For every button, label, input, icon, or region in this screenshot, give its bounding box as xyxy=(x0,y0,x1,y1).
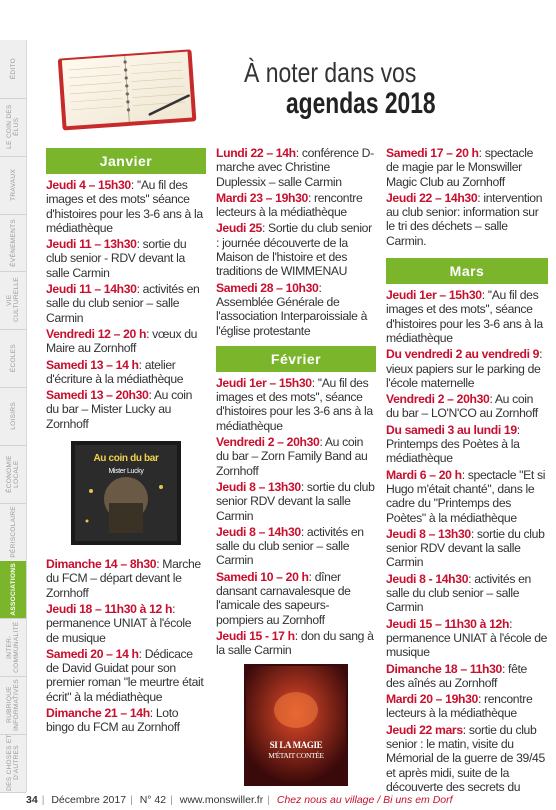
sidebar-tab-label: VIE CULTURELLE xyxy=(6,277,20,323)
event-text: : permanence UNIAT à l'école de musique xyxy=(386,616,548,660)
event-date: Dimanche 21 – 14h xyxy=(46,706,150,721)
event-list xyxy=(386,288,548,794)
event-text: : Marche du FCM – départ devant le Zornhoff xyxy=(46,557,201,600)
event-item xyxy=(46,388,206,431)
event-item xyxy=(216,629,376,658)
section-sidebar xyxy=(0,40,27,792)
sidebar-tab-label: ÉDITO xyxy=(9,58,17,80)
event-item xyxy=(216,480,376,523)
sidebar-tab[interactable] xyxy=(0,98,26,157)
event-text: : atelier d'écriture à la médiathèque xyxy=(46,357,184,386)
event-poster-magie xyxy=(244,664,348,786)
event-text: : conférence D-marche avec Christine Duplessix – salle Carmin xyxy=(216,146,374,189)
event-list xyxy=(386,146,548,248)
event-item xyxy=(216,281,376,338)
sidebar-tab-label: RUBRIQUE INFORMATIVES xyxy=(6,679,20,732)
sidebar-tab-label: ÉVÉNEMENTS xyxy=(9,218,17,267)
event-text: : Au coin du bar – Zorn Family Band au Zornhoff xyxy=(216,435,368,478)
event-text: : ''Au fil des images et des mots'' séance d'histoires pour les 3-6 ans à la médiathèque xyxy=(46,178,203,235)
event-text: : intervention au club senior: information sur le tri des déchets – salle Carmin. xyxy=(386,190,543,248)
event-item xyxy=(386,423,548,466)
event-text: : activités en salle du club senior – salle Carmin xyxy=(386,571,531,615)
poster-title: SI LA MAGIE xyxy=(269,739,323,750)
sidebar-tab-label: ÉCONOMIE LOCALE xyxy=(6,454,20,493)
sidebar-tab-label: LOISIRS xyxy=(9,402,17,430)
event-text: : sortie du club senior : le matin, visite du Mémorial de la guerre de 39/45 et après midi, suite de la découverte des secrets du xyxy=(386,722,545,794)
sidebar-tab-label: TRAVAUX xyxy=(9,168,17,201)
event-text: : Assemblée Générale de l'association Interparoissiale à l'église protestante xyxy=(216,280,368,338)
event-text: : rencontre lecteurs à la médiathèque xyxy=(216,190,363,220)
column-1 xyxy=(46,148,206,737)
event-item xyxy=(46,647,206,704)
month-header-janvier: Janvier xyxy=(46,148,206,174)
event-date: Vendredi 12 – 20 h xyxy=(46,326,147,341)
page-title-line2: agendas 2018 xyxy=(286,87,436,120)
event-text: : activités en salle du club senior – salle Carmin xyxy=(216,524,364,568)
event-item xyxy=(386,146,548,189)
event-item xyxy=(386,347,548,390)
event-item xyxy=(216,570,376,627)
event-date: Jeudi 11 – 13h30 xyxy=(46,237,137,252)
event-date: Jeudi 15 – 11h30 à 12h xyxy=(386,616,510,631)
event-item xyxy=(386,468,548,525)
sidebar-tab[interactable] xyxy=(0,329,26,388)
event-item xyxy=(46,282,206,325)
event-text: : Dédicace de David Guidat pour son premier roman "le meurtre était écrit" à la médiathèque xyxy=(46,646,204,704)
event-date: Samedi 13 – 14 h xyxy=(46,357,139,372)
event-date: Jeudi 1er – 15h30 xyxy=(216,375,312,390)
sidebar-tab-label: INTER-COMMUNALITÉ xyxy=(6,621,20,674)
sidebar-tab[interactable] xyxy=(0,561,26,620)
event-item xyxy=(386,572,548,615)
issue-number: N° 42 xyxy=(139,794,167,806)
event-item xyxy=(216,221,376,278)
event-text: : sortie du club senior RDV devant la salle Carmin xyxy=(216,479,375,523)
column-3 xyxy=(386,146,548,796)
event-date: Vendredi 2 – 20h30 xyxy=(216,435,320,450)
event-text: : Au coin du bar – LO'N'CO au Zornhoff xyxy=(386,392,538,421)
event-date: Jeudi 8 – 13h30 xyxy=(216,479,301,494)
event-item xyxy=(386,392,548,421)
event-item xyxy=(386,288,548,345)
event-date: Jeudi 8 – 14h30 xyxy=(216,524,301,539)
event-text: : spectacle de magie par le Monswiller Magic Club au Zornhoff xyxy=(386,146,534,189)
event-list xyxy=(46,178,206,431)
event-item xyxy=(216,525,376,568)
event-date: Jeudi 25 xyxy=(216,221,262,236)
sidebar-tab[interactable] xyxy=(0,271,26,330)
event-text: : fête des aînés au Zornhoff xyxy=(386,661,527,690)
poster-title: Au coin du bar xyxy=(93,453,159,465)
footer-slogan: Chez nous au village / Bi uns em Dorf xyxy=(276,794,453,806)
sidebar-tab[interactable] xyxy=(0,214,26,273)
event-date: Mardi 20 – 19h30 xyxy=(386,692,478,707)
event-text: : permanence UNIAT à l'école de musique xyxy=(46,601,192,645)
issue-date: Décembre 2017 xyxy=(51,794,127,806)
event-text: : don du sang à la salle Carmin xyxy=(216,628,374,658)
event-item xyxy=(46,327,206,356)
event-date: Vendredi 2 – 20h30 xyxy=(386,392,490,407)
month-header-fevrier: Février xyxy=(216,346,376,372)
event-text: : vœux du Maire au Zornhoff xyxy=(46,326,198,356)
event-item xyxy=(386,527,548,570)
event-item xyxy=(216,146,376,189)
event-date: Du samedi 3 au lundi 19 xyxy=(386,422,517,437)
sidebar-tab-label: ÉCOLES xyxy=(9,344,17,373)
sidebar-tab[interactable] xyxy=(0,387,26,446)
sidebar-tab[interactable] xyxy=(0,445,26,504)
page-top-margin xyxy=(0,0,556,40)
sidebar-tab[interactable] xyxy=(0,156,26,215)
sidebar-tab[interactable] xyxy=(0,40,26,99)
event-item xyxy=(216,435,376,478)
event-date: Jeudi 22 mars xyxy=(386,722,463,737)
event-item xyxy=(216,376,376,433)
sidebar-tab-label: LE COIN DES ÉLUS xyxy=(6,104,20,150)
event-text: : Au coin du bar – Mister Lucky au Zornhoff xyxy=(46,388,193,431)
event-text: : activités en salle du club senior – salle Carmin xyxy=(46,282,200,325)
sidebar-tab[interactable] xyxy=(0,503,26,562)
sidebar-tab-label: PÉRISCOLAIRE xyxy=(9,505,17,558)
event-date: Samedi 10 – 20 h xyxy=(216,569,309,584)
event-text: : ''Au fil des images et des mots'', séance d'histoires pour les 3-6 ans à la médiathèque xyxy=(216,375,373,433)
event-text: : dîner dansant carnavalesque de l'amicale des sapeurs-pompiers au Zornhoff xyxy=(216,569,351,627)
event-item xyxy=(386,191,548,248)
event-item xyxy=(386,723,548,794)
event-item xyxy=(386,692,548,721)
event-list xyxy=(216,146,376,338)
event-list xyxy=(46,557,206,735)
event-text: : spectacle "Et si Hugo m'était chanté", dans le cadre du "Printemps des Poètes" à la médiathèque xyxy=(386,467,546,525)
event-date: Mardi 23 – 19h30 xyxy=(216,190,308,205)
event-date: Dimanche 14 – 8h30 xyxy=(46,557,157,572)
event-item xyxy=(46,602,206,645)
event-date: Dimanche 18 – 11h30 xyxy=(386,661,502,676)
event-text: : ''Au fil des images et des mots'', séance d'histoires pour les 3-6 ans à la médiathèque xyxy=(386,288,543,345)
event-item xyxy=(46,358,206,387)
poster-subtitle: M'ÉTAIT CONTÉE xyxy=(268,750,324,760)
event-date: Jeudi 15 - 17 h xyxy=(216,628,295,643)
event-date: Jeudi 8 – 13h30 xyxy=(386,526,471,541)
sidebar-tab[interactable] xyxy=(0,734,26,793)
event-date: Du vendredi 2 au vendredi 9 xyxy=(386,347,540,362)
sidebar-tab[interactable] xyxy=(0,618,26,677)
poster-subtitle: Mister Lucky xyxy=(108,468,144,476)
event-item xyxy=(46,706,206,735)
event-text: : vieux papiers sur le parking de l'école maternelle xyxy=(386,347,543,390)
page-number: 34 xyxy=(26,794,38,806)
event-list xyxy=(216,376,376,658)
column-2 xyxy=(216,146,376,786)
event-date: Jeudi 4 – 15h30 xyxy=(46,178,131,192)
event-date: Lundi 22 – 14h xyxy=(216,146,296,160)
event-date: Jeudi 8 - 14h30 xyxy=(386,571,469,586)
event-item xyxy=(216,191,376,220)
event-date: Samedi 13 – 20h30 xyxy=(46,388,149,403)
event-date: Jeudi 11 – 14h30 xyxy=(46,282,137,297)
event-text: : rencontre lecteurs à la médiathèque xyxy=(386,692,533,721)
event-date: Jeudi 18 – 11h30 à 12 h xyxy=(46,601,173,616)
event-item xyxy=(386,662,548,691)
event-text: : Sortie du club senior : journée découverte de la Maison de l'histoire et des traditions de WIMMENAU xyxy=(216,221,372,279)
event-poster-au-coin-du-bar xyxy=(71,441,181,545)
event-item xyxy=(46,178,206,235)
event-item xyxy=(46,557,206,600)
event-date: Jeudi 22 – 14h30 xyxy=(386,190,478,205)
event-item xyxy=(46,237,206,280)
sidebar-tab-label: ASSOCIATIONS xyxy=(9,563,17,616)
event-date: Samedi 17 – 20 h xyxy=(386,146,479,160)
event-text: : Printemps des Poètes à la médiathèque xyxy=(386,422,520,466)
sidebar-tab-label: DES CHOSES ET D'AUTRES xyxy=(6,734,20,792)
website-link[interactable]: www.monswiller.fr xyxy=(179,794,264,806)
page-footer: 34 | Décembre 2017 | N° 42 | www.monswiller.fr | Chez nous au village / Bi uns em Dorf xyxy=(26,794,453,806)
event-date: Mardi 6 – 20 h xyxy=(386,467,462,482)
event-date: Samedi 20 – 14 h xyxy=(46,646,139,661)
page-title-line1: À noter dans vos xyxy=(244,57,417,88)
sidebar-tab[interactable] xyxy=(0,676,26,735)
event-item xyxy=(386,617,548,660)
event-text: : sortie du club senior - RDV devant la salle Carmin xyxy=(46,237,187,280)
month-header-mars: Mars xyxy=(386,258,548,284)
event-date: Samedi 28 – 10h30 xyxy=(216,280,319,295)
event-date: Jeudi 1er – 15h30 xyxy=(386,288,482,303)
event-text: : sortie du club senior RDV devant la salle Carmin xyxy=(386,526,545,570)
agenda-notebook-image xyxy=(52,46,200,132)
event-text: : Loto bingo du FCM au Zornhoff xyxy=(46,706,180,735)
